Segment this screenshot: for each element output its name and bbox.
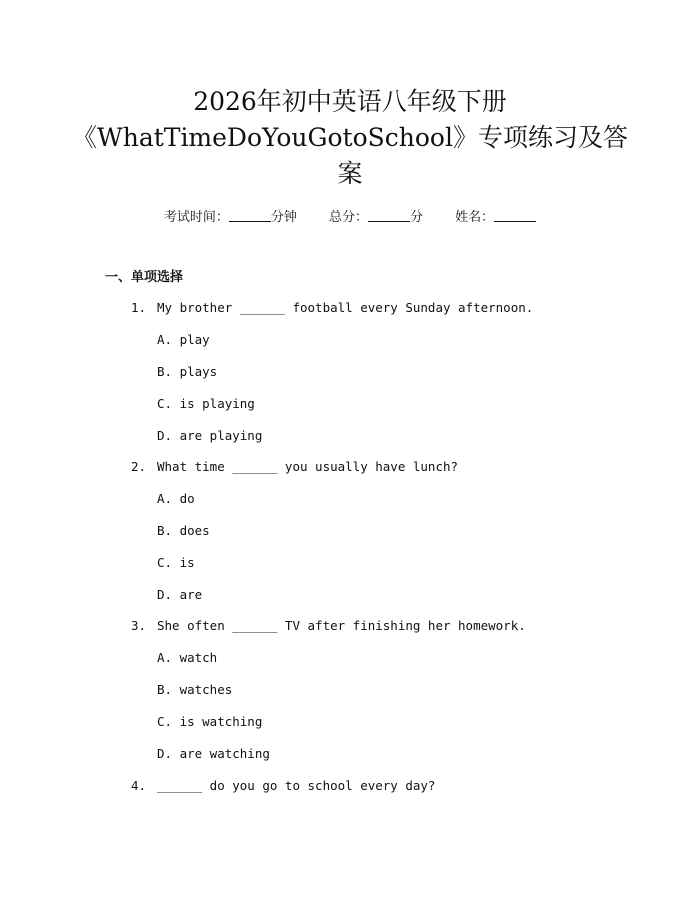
question-3 [131, 618, 526, 633]
option-2a[interactable]: A. do [157, 491, 195, 506]
exam-meta [0, 206, 700, 225]
question-text: ______ do you go to school every day? [157, 778, 436, 793]
question-1 [131, 300, 533, 315]
exam-name-label: 姓名： [455, 210, 495, 225]
title-line-1: 2026年初中英语八年级下册 [193, 87, 507, 116]
option-3d[interactable]: D. are watching [157, 746, 270, 761]
option-2d[interactable]: D. are [157, 587, 203, 602]
option-1b[interactable]: B. plays [157, 364, 218, 379]
question-text: She often ______ TV after finishing her homework. [157, 618, 526, 633]
question-number: 2. [131, 459, 147, 474]
exam-score-blank[interactable] [368, 209, 410, 222]
option-1a[interactable]: A. play [157, 332, 210, 347]
option-2c[interactable]: C. is [157, 555, 195, 570]
exam-score [329, 210, 427, 225]
exam-time [164, 210, 301, 225]
exam-score-label: 总分： [328, 210, 368, 225]
question-number: 4. [131, 778, 147, 793]
question-number: 3. [131, 618, 147, 633]
question-4 [131, 778, 435, 793]
question-2 [131, 459, 458, 474]
section-heading: 一、单项选择 [105, 270, 184, 285]
exam-time-label: 考试时间： [163, 210, 229, 225]
question-text: My brother ______ football every Sunday afternoon. [157, 300, 534, 315]
option-3c[interactable]: C. is watching [157, 714, 263, 729]
exam-score-unit: 分 [410, 210, 424, 225]
document-title [0, 84, 700, 192]
question-number: 1. [131, 300, 147, 315]
title-line-3: 案 [337, 159, 363, 188]
title-line-2: 《WhatTimeDoYouGotoSchool》专项练习及答 [72, 123, 628, 152]
exam-name-blank[interactable] [494, 209, 536, 222]
option-3b[interactable]: B. watches [157, 682, 233, 697]
option-3a[interactable]: A. watch [157, 650, 218, 665]
option-1d[interactable]: D. are playing [157, 428, 263, 443]
option-1c[interactable]: C. is playing [157, 396, 255, 411]
exam-time-blank[interactable] [229, 209, 271, 222]
exam-name [455, 210, 536, 225]
exam-time-unit: 分钟 [270, 210, 297, 225]
question-text: What time ______ you usually have lunch? [157, 459, 459, 474]
option-2b[interactable]: B. does [157, 523, 210, 538]
